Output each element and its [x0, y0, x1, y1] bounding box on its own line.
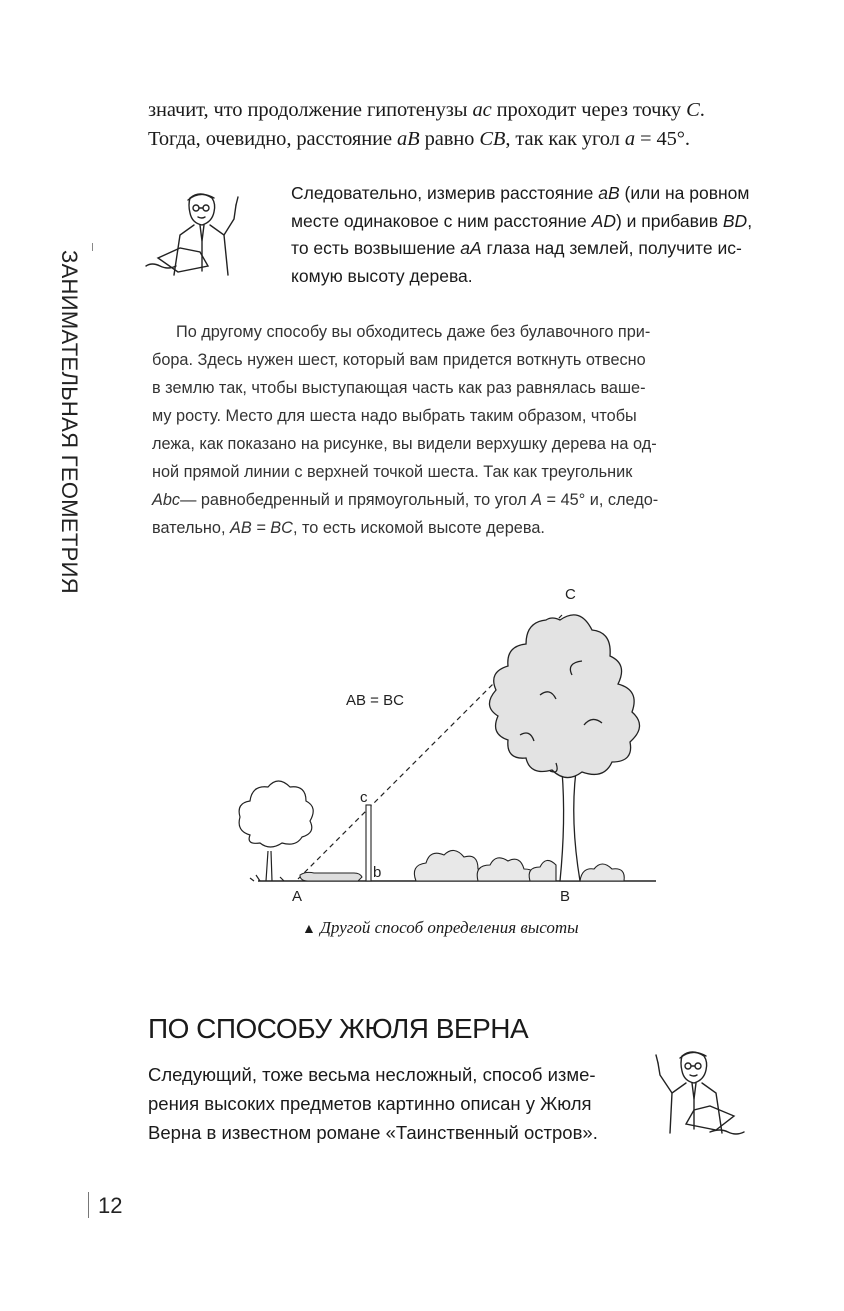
text-line: ной прямой линии с верхней точкой шеста. Так как треугольник	[152, 463, 633, 481]
label-c: c	[360, 789, 368, 806]
label-b: b	[373, 864, 382, 881]
text-line: комую высоту дерева.	[291, 265, 473, 286]
text-line: рения высоких предметов картинно описан у Жюля	[148, 1093, 592, 1114]
text-line: По другому способу вы обходитесь даже без булавочного при-	[176, 323, 651, 341]
text-line: Верна в известном романе «Таинственный остров».	[148, 1122, 598, 1143]
paragraph-1	[148, 96, 758, 154]
figure-caption	[302, 918, 579, 938]
text-line: Abc— равнобедренный и прямоугольный, то угол A = 45° и, следо-	[152, 491, 659, 509]
section-heading: ПО СПОСОБУ ЖЮЛЯ ВЕРНА	[148, 1013, 529, 1044]
text-line: му росту. Место для шеста надо выбрать таким образом, чтобы	[152, 407, 637, 425]
text-line: месте одинаковое с ним расстояние AD) и прибавив BD,	[291, 210, 753, 231]
small-tree	[239, 781, 313, 881]
label-A: A	[292, 888, 303, 905]
text-line: лежа, как показано на рисунке, вы видели верхушку дерева на од-	[152, 435, 657, 453]
text-line: бора. Здесь нужен шест, который вам придется воткнуть отвесно	[152, 351, 646, 369]
paragraph-3	[152, 318, 756, 542]
paragraph-2	[291, 180, 771, 290]
triangle-marker-icon: ▲	[302, 922, 316, 937]
text-line: вательно, AB = BC, то есть искомой высоте дерева.	[152, 519, 545, 537]
caption-text: Другой способ определения высоты	[320, 918, 579, 937]
text-line: то есть возвышение аА глаза над землей, получите ис-	[291, 238, 742, 258]
page-number-divider	[88, 1192, 89, 1218]
label-C: C	[565, 586, 576, 603]
page-number: 12	[98, 1193, 123, 1218]
professor-illustration	[640, 1046, 750, 1146]
professor-illustration	[142, 188, 252, 288]
big-tree	[489, 615, 639, 881]
bushes	[414, 850, 624, 881]
pole	[366, 805, 371, 881]
height-diagram	[220, 575, 670, 915]
equation-label: AB = BC	[346, 692, 404, 709]
side-title-divider	[92, 243, 93, 251]
running-title: ЗАНИМАТЕЛЬНАЯ ГЕОМЕТРИЯ	[57, 250, 82, 594]
paragraph-4	[148, 1060, 638, 1147]
lying-person	[300, 872, 362, 881]
label-B: B	[560, 888, 571, 905]
text-line: в землю так, чтобы выступающая часть как раз равнялась ваше-	[152, 379, 646, 397]
text-line: значит, что продолжение гипотенузы ас проходит через точку С.	[148, 99, 705, 121]
text-line: Следующий, тоже весьма несложный, способ изме-	[148, 1064, 596, 1085]
text-line: Тогда, очевидно, расстояние аВ равно СВ, так как угол а = 45°.	[148, 128, 690, 150]
text-line: Следовательно, измерив расстояние аВ (или на ровном	[291, 183, 750, 203]
